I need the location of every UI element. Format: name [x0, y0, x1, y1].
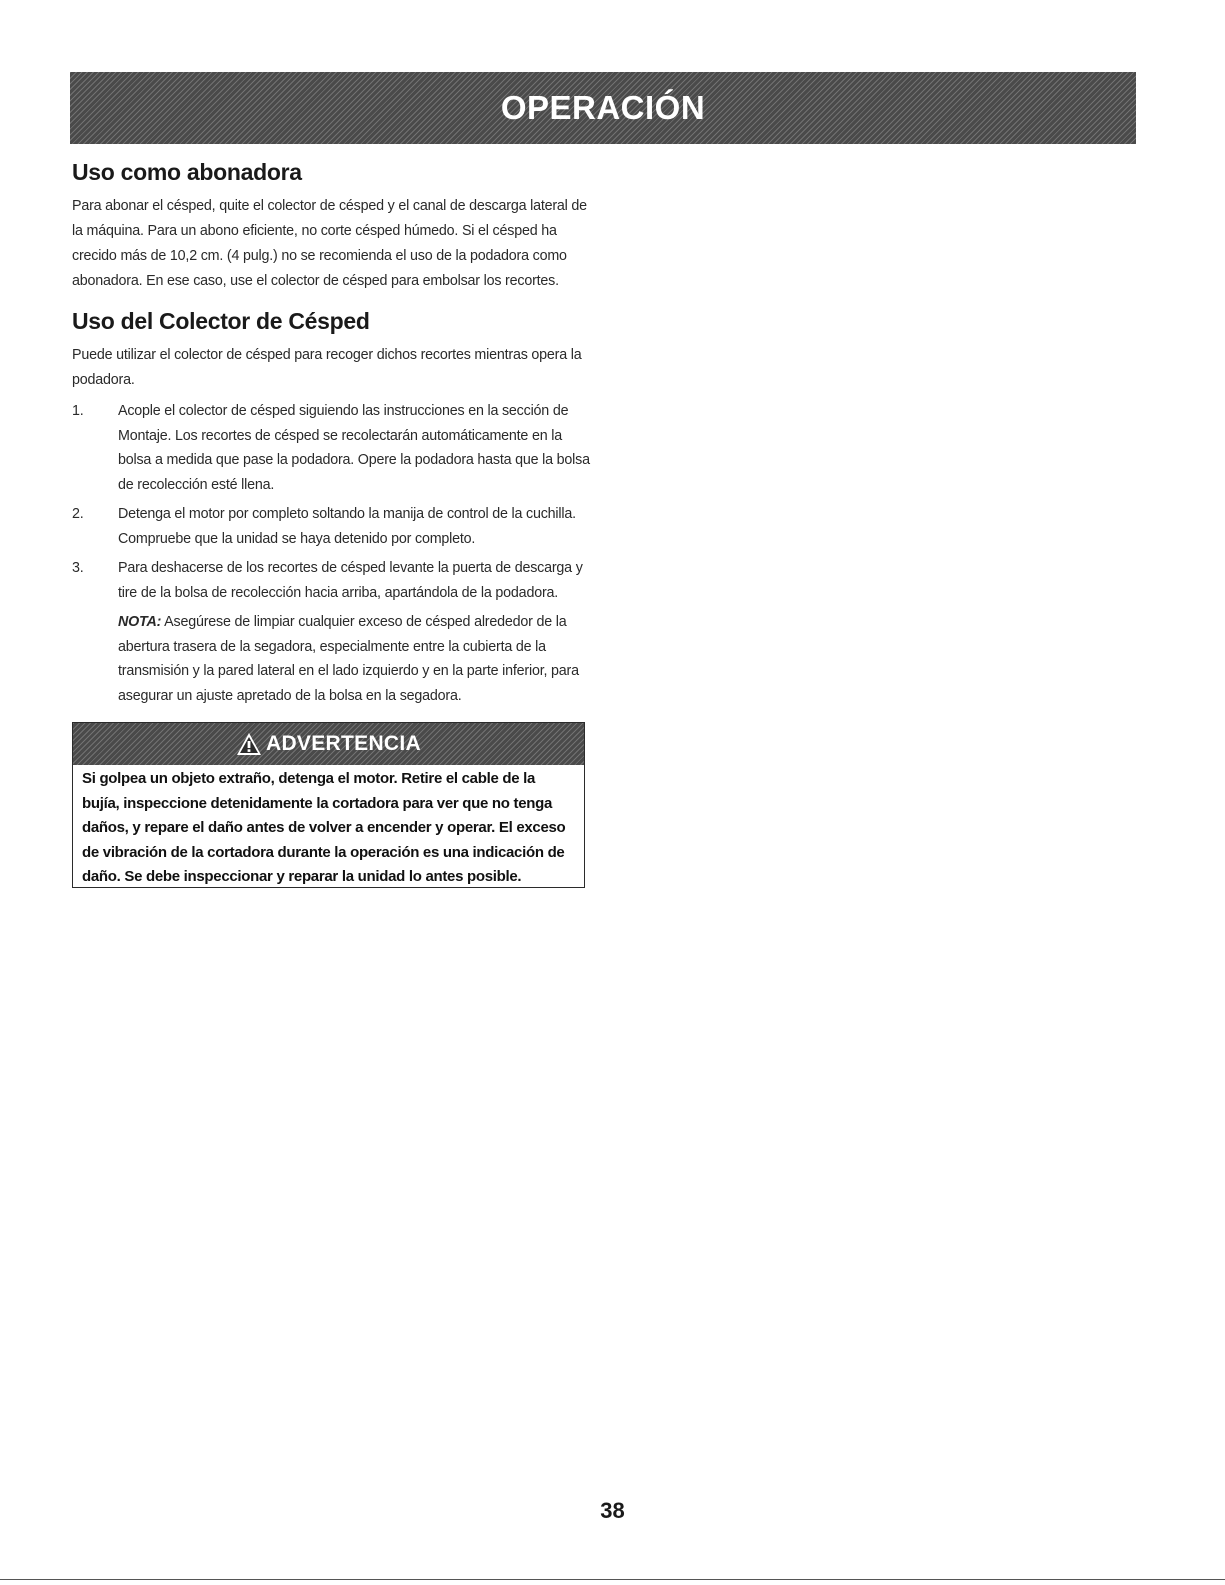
step-number: 2.: [72, 506, 84, 522]
note-label: NOTA:: [118, 614, 162, 630]
list-item: [72, 399, 592, 497]
collector-intro: Puede utilizar el colector de césped para recoger dichos recortes mientras opera la podadora.: [72, 347, 582, 388]
list-item: [72, 502, 592, 551]
steps-list: [72, 399, 592, 605]
fertilizer-heading: Uso como abonadora: [72, 159, 302, 185]
note-paragraph: [118, 610, 592, 708]
warning-box: [72, 722, 585, 888]
step-text: Acople el colector de césped siguiendo las instrucciones en la sección de Montaje. Los recortes de césped se recolectarán automáticamente en la bolsa a medida que pase la podadora. Opere la podadora hasta que la bolsa de recolección esté llena.: [118, 403, 590, 493]
collector-heading: Uso del Colector de Césped: [72, 308, 370, 334]
step-number: 1.: [72, 403, 84, 419]
main-content: [72, 155, 592, 708]
bottom-divider: [0, 1579, 1225, 1580]
step-text: Detenga el motor por completo soltando la manija de control de la cuchilla. Compruebe que la unidad se haya detenido por completo.: [118, 506, 576, 547]
warning-text: Si golpea un objeto extraño, detenga el motor. Retire el cable de la bujía, inspeccione detenidamente la cortadora para ver que no tenga daños, y repare el daño antes de volver a encender y operar. El exceso de vibración de la cortadora durante la operación es una indicación de daño. Se debe inspeccionar y reparar la unidad lo antes posible.: [82, 770, 566, 885]
step-number: 3.: [72, 560, 84, 576]
warning-header: [73, 723, 584, 765]
note-text: Asegúrese de limpiar cualquier exceso de césped alrededor de la abertura trasera de la segadora, especialmente entre la cubierta de la transmisión y la pared lateral en el lado izquierdo y en la parte inferior, para asegurar un ajuste apretado de la bolsa en la segadora.: [118, 614, 579, 704]
list-item: [72, 556, 592, 605]
section-banner: [70, 72, 1136, 144]
warning-title: ADVERTENCIA: [266, 732, 421, 755]
fertilizer-paragraph: Para abonar el césped, quite el colector de césped y el canal de descarga lateral de la máquina. Para un abono eficiente, no corte césped húmedo. Si el césped ha crecido más de 10,2 cm. (4 pulg.) no se recomienda el uso de la podadora como abonadora. En ese caso, use el colector de césped para embolsar los recortes.: [72, 198, 587, 289]
page-title: OPERACIÓN: [500, 89, 706, 126]
step-text: Para deshacerse de los recortes de césped levante la puerta de descarga y tire de la bolsa de recolección hacia arriba, apartándola de la podadora.: [118, 560, 583, 601]
page-number: 38: [600, 1498, 625, 1523]
warning-triangle-icon: [236, 732, 262, 756]
